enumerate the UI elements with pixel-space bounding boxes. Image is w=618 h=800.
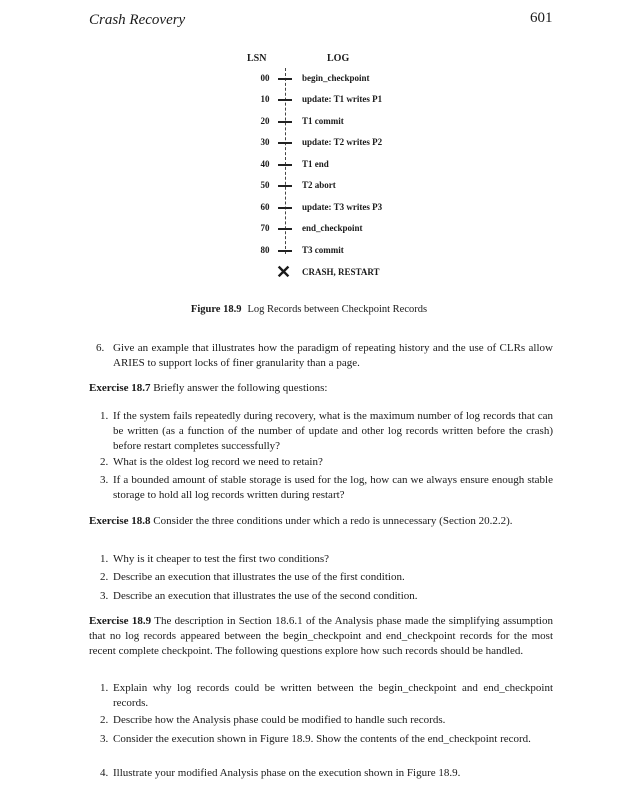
ex187-item-3: If a bounded amount of stable storage is used for the log, how can we always ensure enough stable storage to hold all log records written during restart?: [113, 474, 553, 501]
lsn-value: 30: [260, 137, 270, 147]
exercise-18-8: [89, 514, 553, 529]
log-tick: [278, 78, 292, 80]
lsn-value: 80: [260, 245, 270, 255]
lsn-value: 50: [260, 180, 270, 190]
log-record-row: [240, 199, 440, 217]
log-record-text: T1 end: [302, 159, 329, 169]
log-record-text: end_checkpoint: [302, 223, 363, 233]
lsn-value: 20: [260, 116, 270, 126]
log-tick: [278, 250, 292, 252]
log-record-text: update: T1 writes P1: [302, 94, 383, 104]
log-tick: [278, 121, 292, 123]
lsn-value: 70: [260, 223, 270, 233]
log-record-text: T3 commit: [302, 245, 344, 255]
log-tick: [278, 207, 292, 209]
log-tick: [278, 142, 292, 144]
log-record-row: [240, 134, 440, 152]
log-tick: [278, 185, 292, 187]
exercise-intro: The description in Section 18.6.1 of the Analysis phase made the simplifying assumption that no log records appeared between the begin_checkpoint and end_checkpoint records for the most recent complete checkpoint. The following questions explore how such records should be handled.: [89, 615, 553, 657]
item-number: 4.: [100, 767, 109, 779]
ex187-item-1: If the system fails repeatedly during recovery, what is the maximum number of log records that can be written (as a function of the number of update and other log records written before the crash) before restart completes successfully?: [113, 410, 553, 452]
item-number: 1.: [100, 682, 109, 694]
log-column-header: LOG: [327, 53, 350, 64]
exercise-intro: Consider the three conditions under which a redo is unnecessary (Section 20.2.2).: [153, 515, 513, 527]
log-record-row: [240, 70, 440, 88]
ex189-item-3: Consider the execution shown in Figure 18.9. Show the contents of the end_checkpoint record.: [113, 733, 531, 745]
item-number: 3.: [100, 474, 109, 486]
item-number: 3.: [100, 733, 109, 745]
figure-caption: [0, 304, 618, 315]
ex189-item-1: Explain why log records could be written between the begin_checkpoint and end_checkpoint records.: [113, 682, 553, 709]
item-number: 2.: [100, 714, 109, 726]
page-number: 601: [530, 10, 553, 26]
item-number: 1.: [100, 410, 109, 422]
log-figure: [240, 60, 440, 290]
running-head-title: Crash Recovery: [89, 12, 186, 28]
ex187-item-2: What is the oldest log record we need to retain?: [113, 456, 323, 468]
exercise-18-7: [89, 381, 553, 396]
exercise-label: Exercise 18.7: [89, 382, 151, 394]
exercise-intro: Briefly answer the following questions:: [153, 382, 328, 394]
log-record-row: [240, 91, 440, 109]
ex188-item-3: Describe an execution that illustrates the use of the second condition.: [113, 590, 418, 602]
ex188-item-1: Why is it cheaper to test the first two conditions?: [113, 553, 329, 565]
figure-caption-label: Figure 18.9: [190, 304, 242, 315]
crash-label: CRASH, RESTART: [302, 267, 380, 277]
log-record-text: begin_checkpoint: [302, 73, 370, 83]
log-record-text: update: T2 writes P2: [302, 137, 383, 147]
log-record-row: [240, 177, 440, 195]
lsn-value: 40: [260, 159, 270, 169]
lsn-value: 00: [260, 73, 270, 83]
log-record-text: T2 abort: [302, 180, 336, 190]
lsn-column-header: LSN: [247, 53, 267, 64]
log-tick: [278, 99, 292, 101]
log-record-text: T1 commit: [302, 116, 344, 126]
item-number: 6.: [96, 342, 105, 354]
item-6-text: Give an example that illustrates how the paradigm of repeating history and the use of CLRs allow ARIES to support locks of finer granularity than a page.: [113, 342, 553, 369]
lsn-value: 60: [260, 202, 270, 212]
ex188-item-2: Describe an execution that illustrates the use of the first condition.: [113, 571, 405, 583]
log-record-text: update: T3 writes P3: [302, 202, 383, 212]
ex189-item-2: Describe how the Analysis phase could be modified to handle such records.: [113, 714, 446, 726]
item-number: 2.: [100, 456, 109, 468]
crash-x-icon: ✕: [276, 262, 292, 282]
item-number: 3.: [100, 590, 109, 602]
ex189-item-4: Illustrate your modified Analysis phase on the execution shown in Figure 18.9.: [113, 767, 461, 779]
lsn-value: 10: [260, 94, 270, 104]
crash-row: [240, 263, 440, 281]
log-record-row: [240, 156, 440, 174]
log-record-row: [240, 220, 440, 238]
log-tick: [278, 228, 292, 230]
log-record-row: [240, 242, 440, 260]
exercise-label: Exercise 18.9: [89, 615, 152, 627]
exercise-18-9: [89, 614, 553, 659]
item-number: 1.: [100, 553, 109, 565]
item-number: 2.: [100, 571, 109, 583]
exercise-label: Exercise 18.8: [89, 515, 151, 527]
figure-caption-text: Log Records between Checkpoint Records: [247, 304, 428, 315]
log-tick: [278, 164, 292, 166]
log-record-row: [240, 113, 440, 131]
